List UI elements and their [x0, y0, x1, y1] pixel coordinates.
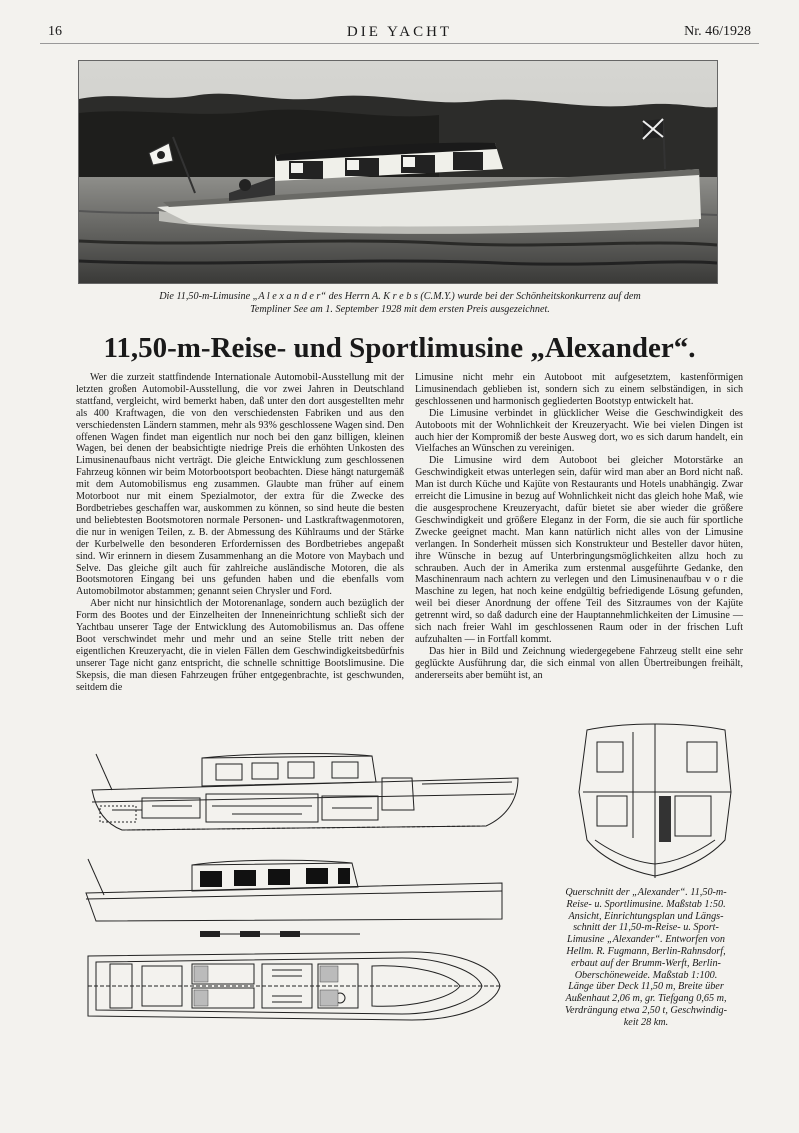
side-elevation-drawing	[82, 855, 506, 925]
figure-caption-line: Verdrängung etwa 2,50 t, Geschwindig-	[564, 1004, 728, 1016]
paragraph: Limusine nicht mehr ein Autoboot mit aufgesetztem, kastenförmigen Limusinendach geblieben ist, sondern sich zu einem selbständigen, in sich geschlossenen und harmonisch gegliederten Bootstyp entwickelt hat.	[415, 372, 743, 407]
boat-photo	[78, 60, 718, 284]
scale-bar	[200, 928, 360, 940]
figure-caption-line: Außenhaut 2,06 m, gr. Tiefgang 0,65 m,	[565, 993, 727, 1005]
figure-caption-line: Reise- u. Sportlimusine. Maßstab 1:50.	[566, 898, 726, 910]
figure-caption-line: Ansicht, Einrichtungsplan und Längs-	[568, 910, 724, 922]
left-column	[76, 372, 404, 693]
article-title: 11,50-m-Reise- und Sportlimusine „Alexander“.	[103, 332, 696, 364]
cross-section-drawing	[575, 722, 735, 880]
figure-caption-line: Querschnitt der „Alexander“. 11,50-m-	[565, 887, 727, 898]
issue-number: Nr. 46/1928	[684, 24, 751, 39]
paragraph: Wer die zurzeit stattfindende Internationale Automobil-Ausstellung mit der letzten großen Automobil-Ausstellung, die vor zwei Jahren in Deutschland stattfand, vergleicht, wird bemerkt haben, daß unter den dort ausgestellten mehr als 400 Kraftwagen, die von den verschiedensten Fabriken und aus den verschiedensten Ländern stammen, mehr als 93% geschlossene Wagen sind. Den offenen Wagen findet man eigentlich nur noch bei den ganz billigen, kleinen Wagen, bei denen der beabsichtigte niedrige Preis die erhöhten Unkosten des Limusinenaufbaus nicht verträgt. Die gleiche Entwicklung zum geschlossenen Fahrzeug können wir beim Motorbootsport beobachten. Diese hängt naturgemäß mit dem Automobilismus eng zusammen. Glaubte man früher auf einem Motorboot nur mit einem Spezialmotor, der extra für die Zwecke des Bordbetriebes geschaffen war, auskommen zu können, so sind heute die besten und beliebtesten Bootsmotoren normale Personen- und Lastkraftwagenmotoren, die nur in wenigen Teilen, z. B. der Abmessung des Kühlraums und der Stärke der Kurbelwelle den besonderen Erfordernissen des Bordbetriebes angepaßt sind. Wir erinnern in diesem Zusammenhang an die Motore von Maybach und Selve. Das gleiche gilt auch für zahlreiche ausländische Motoren, die als Bootsmotoren Eingang bei uns gefunden haben und die ebenfalls vom Automobilmotor abstammen; genannt seien Chrysler und Ford.	[76, 372, 404, 598]
figure-caption	[541, 887, 751, 1029]
photo-caption-line: Templiner See am 1. September 1928 mit dem ersten Preis ausgezeichnet.	[250, 303, 550, 315]
page-header	[48, 24, 751, 42]
figure-caption-line: Länge über Deck 11,50 m, Breite über	[568, 981, 724, 993]
figure-caption-line: Hellm. R. Fugmann, Berlin-Rahnsdorf,	[566, 945, 726, 957]
page-number: 16	[48, 24, 62, 39]
figure-caption-line: Oberschöneweide. Maßstab 1:100.	[574, 969, 718, 981]
photo-caption	[70, 291, 730, 316]
deck-plan-drawing	[82, 946, 506, 1026]
magazine-title: DIE YACHT	[346, 24, 453, 40]
paragraph: Aber nicht nur hinsichtlich der Motorenanlage, sondern auch bezüglich der Form des Bootes und der Einzelheiten der Inneneinrichtung schließt sich der Yachtbau unserer Tage der Entwicklung des Automobilismus an. Das offene Boot verschwindet mehr und mehr und an seine Stelle tritt neben der eigentlichen Kreuzeryacht, die in vielen Fällen dem Geschwindigkeitsbedürfnis unserer Tage nicht ganz entspricht, die schnelle schnittige Bootslimusine. Die Skepsis, die man diesen Fahrzeugen früher entgegenbrachte, ist geschwunden, seitdem die	[76, 598, 404, 693]
figure-caption-line: Limusine „Alexander“. Entworfen von	[567, 934, 725, 946]
figure-caption-line: schnitt der 11,50-m-Reise- u. Sport-	[573, 922, 719, 934]
right-column	[415, 372, 743, 682]
paragraph: Die Limusine verbindet in glücklicher Weise die Geschwindigkeit des Autoboots mit der Wohnlichkeit der Kreuzeryacht. Wie bei vielen Dingen ist auch hier der Kompromiß der beste Ausweg dort, wo es sich darum handelt, ein Vielfaches an Wünschen zu vereinigen.	[415, 407, 743, 455]
figure-caption-line: erbaut auf der Brumm-Werft, Berlin-	[571, 957, 721, 969]
paragraph: Die Limusine wird dem Autoboot bei gleicher Motorstärke an Geschwindigkeit etwas unterlegen sein, dafür wird man aber an Bord nicht naß. Man ist durch Küche und Kajüte von Restaurants und Hotels unabhängig. Zwar erreicht die Limusine in bezug auf Wohnlichkeit nicht das gleich hohe Maß, wie die ausgesprochene Kreuzeryacht, dafür bietet sie aber wieder die größere Geschwindigkeit und größere Eleganz in der Form, die sie auch für sportliche Zwecke geeignet macht. Man kann natürlich nicht alles von der Limusine verlangen. In Sonderheit müssen sich Konstrukteur und Besteller davor hüten, ihre Wünsche in bezug auf Unterbringungsmöglichkeiten allzu hoch zu schrauben. Auch der in Amerika zum erstenmal ausgeführte Gedanke, den Maschinenraum nach achtern zu verlegen und den Limusinenaufbau v o r die Maschine zu legen, hat noch keine endgültig befriedigende Lösung gefunden, weil bei dieser Anordnung der offene Teil des Sitzraumes von der Kajüte getrennt wird, so daß dadurch eine der Hauptannehmlichkeiten der Limusine — sich nach freier Wahl im geschlossenen Raum oder in der frischen Luft aufzuhalten — in Fortfall kommt.	[415, 455, 743, 645]
figure-caption-line: keit 28 km.	[623, 1016, 669, 1028]
photo-caption-line: Die 11,50-m-Limusine „A l e x a n d e r“ des Herrn A. K r e b s (C.M.Y.) wurde bei der Schönheitskonkurrenz auf dem	[159, 291, 641, 302]
header-rule	[40, 43, 759, 44]
longitudinal-section-drawing	[82, 750, 524, 840]
paragraph: Das hier in Bild und Zeichnung wiedergegebene Fahrzeug stellt eine sehr geglückte Ausführung dar, die sich einmal von allen Übertreibungen freihält, andererseits aber bemüht ist, an	[415, 645, 743, 681]
